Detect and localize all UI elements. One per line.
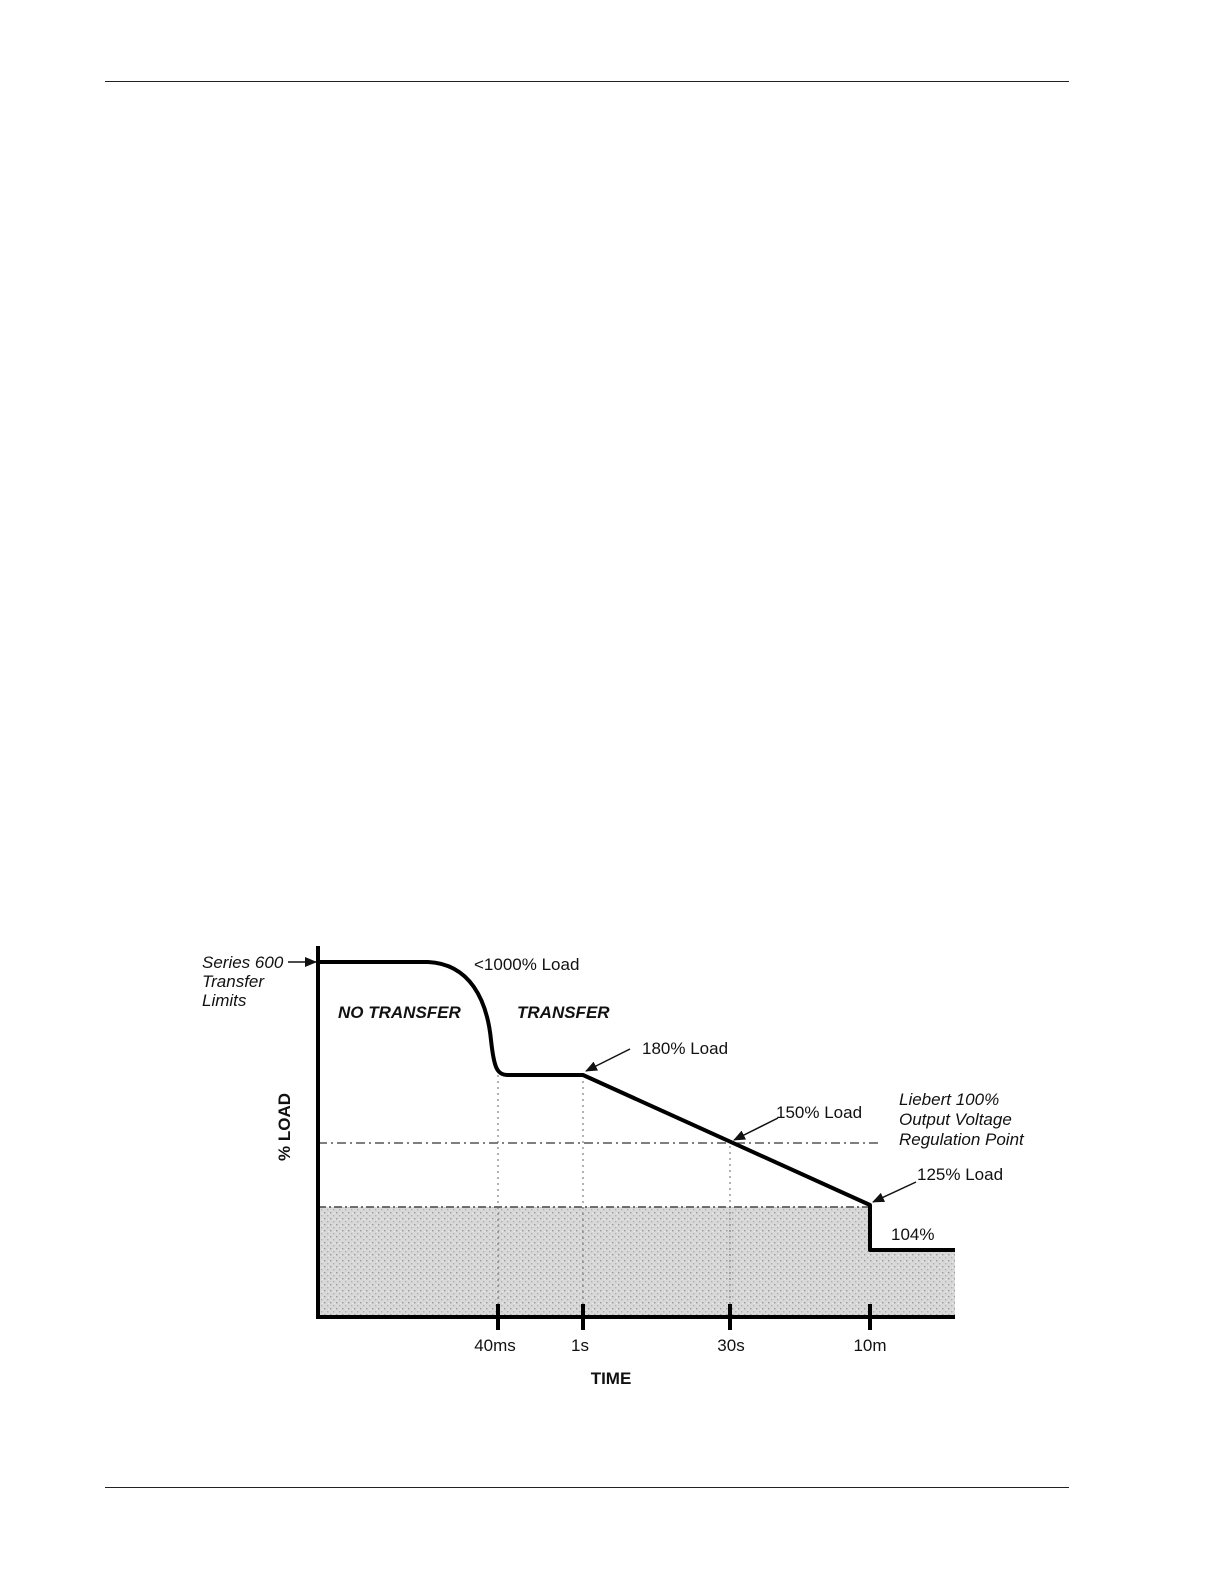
reference-label-line-3: Regulation Point [899,1130,1024,1149]
annotation-104: 104% [891,1225,935,1244]
x-axis-title: TIME [590,1369,632,1388]
series-label-line-3: Limits [202,991,247,1010]
reference-line-label [899,1090,1025,1149]
arrow-125 [873,1182,916,1202]
series-label [202,953,288,1010]
tick-label-40ms: 40ms [474,1336,516,1355]
arrow-150 [734,1118,778,1140]
tick-label-30s: 30s [717,1336,745,1355]
tick-label-1s: 1s [571,1336,589,1355]
reference-label-line-2: Output Voltage [899,1110,1012,1129]
series-label-line-2: Transfer [202,972,265,991]
y-axis-title: % LOAD [275,1093,294,1161]
annotation-125: 125% Load [917,1165,1004,1184]
annotation-180: 180% Load [642,1039,729,1058]
region-transfer: TRANSFER [517,1003,610,1022]
tick-label-10m: 10m [853,1336,887,1355]
annotation-150: 150% Load [776,1103,863,1122]
region-no-transfer: NO TRANSFER [338,1003,461,1022]
series-label-line-1: Series 600 [202,953,284,972]
shaded-region [318,1207,955,1316]
reference-label-line-1: Liebert 100% [899,1090,1000,1109]
arrow-180 [586,1049,630,1071]
annotation-1000: <1000% Load [474,955,580,974]
